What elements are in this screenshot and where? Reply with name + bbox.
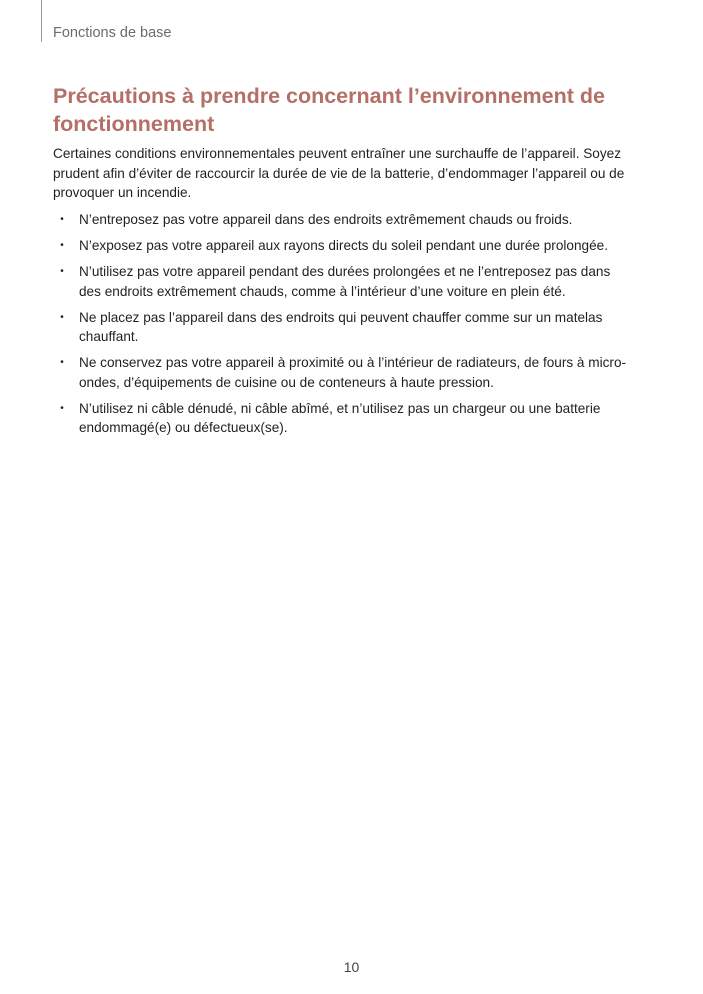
section-label: Fonctions de base [53,25,172,41]
bullet-icon: • [60,266,64,277]
bullet-icon: • [60,357,64,368]
intro-paragraph: Certaines conditions environnementales peuvent entraîner une surchauffe de l’appareil. Soyez prudent afin d’éviter de raccourcir la durée de vie de la batterie, d’endommager l’appareil ou de provoquer un incendie. [53,146,625,200]
bullet-icon: • [60,214,64,225]
list-item [53,308,633,347]
header-divider [41,0,42,42]
list-item-text: N’exposez pas votre appareil aux rayons directs du soleil pendant une durée prolongée. [79,238,608,253]
precautions-list [53,210,633,444]
list-item [53,399,633,438]
list-item [53,262,633,301]
list-item [53,236,633,256]
bullet-icon: • [60,402,64,414]
bullet-icon: • [60,240,64,251]
list-item [53,210,633,230]
list-item-text: N’utilisez pas votre appareil pendant des durées prolongées et ne l’entreposez pas dans des endroits extrêmement chauds, comme à l’intérieur d’une voiture en plein été. [79,264,611,299]
list-item-text: N’entreposez pas votre appareil dans des endroits extrêmement chauds ou froids. [79,212,573,227]
page-title: Précautions à prendre concernant l’environnement de fonctionnement [53,84,605,136]
list-item [53,353,633,392]
list-item-text: Ne placez pas l’appareil dans des endroits qui peuvent chauffer comme sur un matelas chauffant. [79,309,603,344]
bullet-icon: • [60,311,64,323]
list-item-text: N’utilisez ni câble dénudé, ni câble abîmé, et n’utilisez pas un chargeur ou une batterie endommagé(e) ou défectueux(se). [79,400,601,435]
list-item-text: Ne conservez pas votre appareil à proximité ou à l’intérieur de radiateurs, de fours à micro-ondes, d’équipements de cuisine ou de conteneurs à haute pression. [79,355,627,390]
page-number: 10 [343,959,360,975]
